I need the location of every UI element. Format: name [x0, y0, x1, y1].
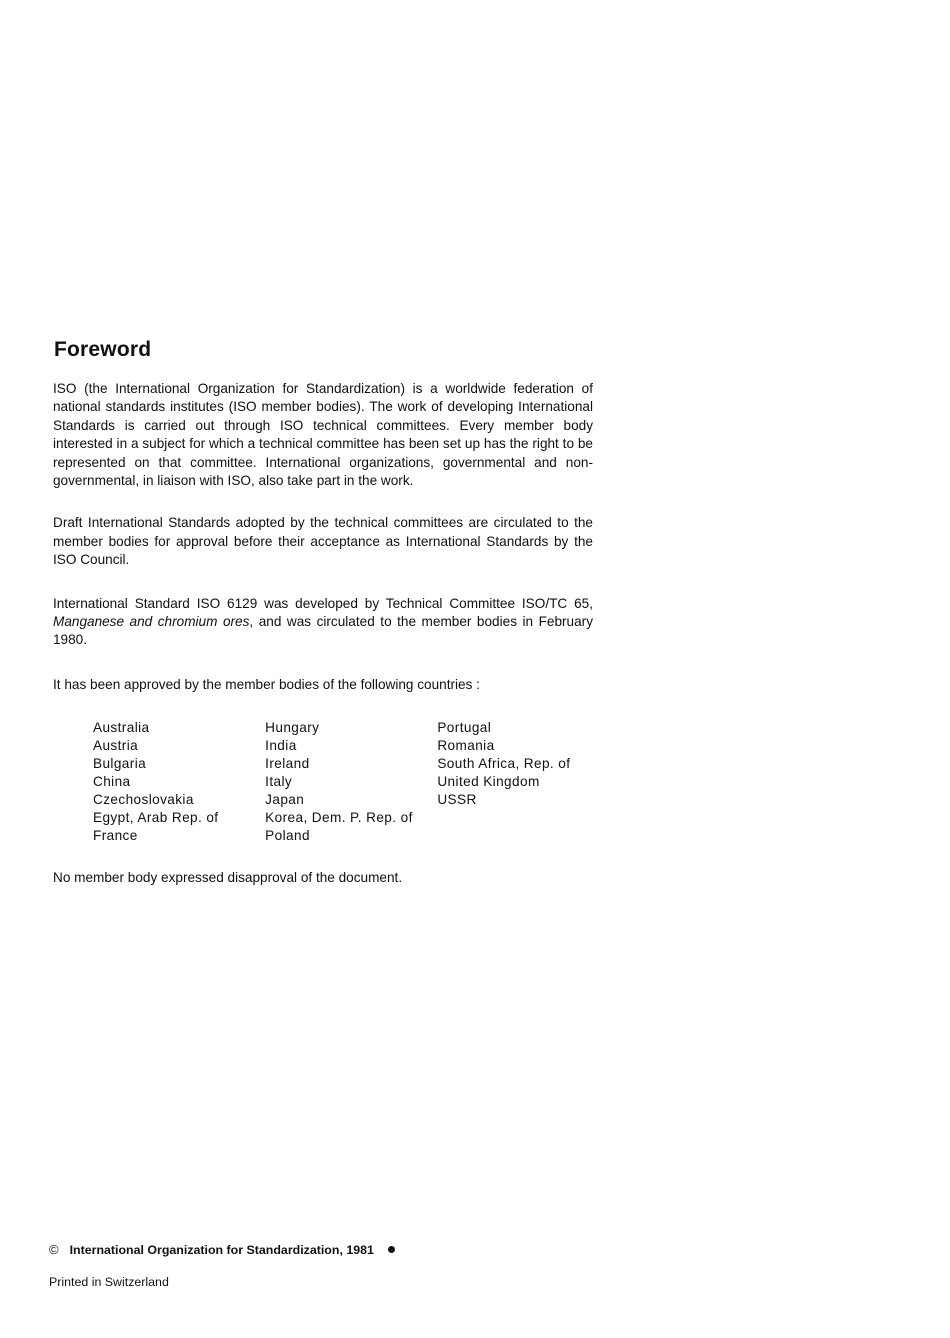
copyright-icon: © [49, 1242, 59, 1257]
paragraph-draft-standards: Draft International Standards adopted by the technical committees are circulated to the member bodies for approval before their acceptance as International Standards by the ISO Council. [53, 515, 593, 568]
country-item: Poland [265, 828, 310, 844]
country-item: South Africa, Rep. of [437, 756, 571, 772]
country-column-1 [93, 719, 265, 845]
paragraph-standard-development-start: International Standard ISO 6129 was developed by Technical Committee ISO/TC 65, [53, 595, 593, 611]
paragraph-standard-development [53, 595, 593, 650]
foreword-body [53, 380, 593, 888]
country-item: Ireland [265, 756, 310, 772]
country-column-2 [265, 719, 437, 845]
country-item: Hungary [265, 720, 320, 736]
country-item: Austria [93, 738, 139, 754]
bullet-icon [388, 1246, 395, 1253]
country-item: Korea, Dem. P. Rep. of [265, 810, 413, 826]
copyright-line [49, 1242, 395, 1257]
committee-title: Manganese and chromium ores [53, 614, 250, 630]
country-item: Australia [93, 720, 150, 736]
country-item: USSR [437, 792, 477, 808]
printed-location: Printed in Switzerland [49, 1275, 169, 1289]
country-list [93, 719, 593, 845]
paragraph-approval: It has been approved by the member bodies of the following countries : [53, 676, 480, 692]
country-column-3 [437, 719, 593, 845]
paragraph-no-disapproval: No member body expressed disapproval of the document. [53, 870, 403, 886]
paragraph-iso-description: ISO (the International Organization for Standardization) is a worldwide federation of national standards institutes (ISO member bodies). The work of developing International Standards is carried out through ISO technical committees. Every member body interested in a subject for which a technical committee has been set up has the right to be represented on that committee. International organizations, governmental and non-governmental, in liaison with ISO, also take part in the work. [53, 381, 593, 489]
country-item: China [93, 774, 131, 790]
country-item: Italy [265, 774, 293, 790]
country-item: Portugal [437, 720, 492, 736]
country-item: Romania [437, 738, 495, 754]
country-item: Bulgaria [93, 756, 147, 772]
country-item: United Kingdom [437, 774, 540, 790]
country-item: Egypt, Arab Rep. of [93, 810, 219, 826]
copyright-text: International Organization for Standardization, 1981 [69, 1242, 374, 1257]
country-item: Japan [265, 792, 305, 808]
country-item: France [93, 828, 138, 844]
page-title: Foreword [54, 338, 152, 361]
country-item: Czechoslovakia [93, 792, 194, 808]
paragraph-standard-development-end: , and was circulated to the member bodies in February 1980. [53, 614, 593, 648]
country-item: India [265, 738, 297, 754]
